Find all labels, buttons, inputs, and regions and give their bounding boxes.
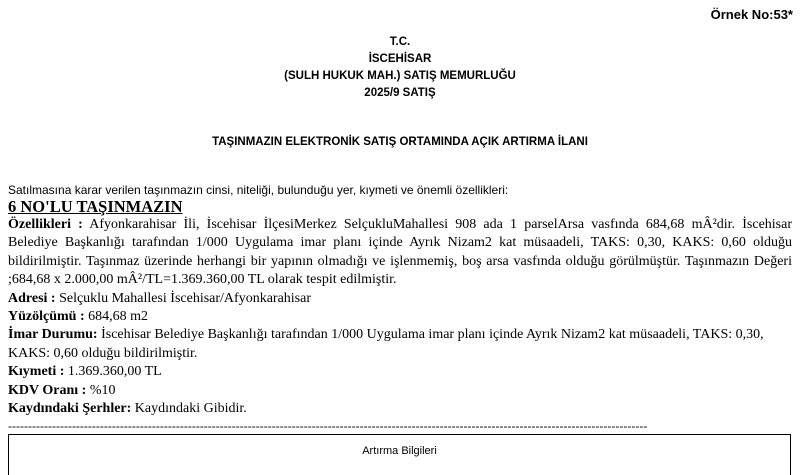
value-amount: 1.369.360,00 TL [64, 364, 162, 380]
property-details [8, 197, 792, 418]
ornek-number: Örnek No:53* [710, 7, 793, 22]
document-header [0, 34, 800, 102]
features-value: Afyonkarahisar İli, İscehisar İlçesiMerkez SelçukluMahallesi 908 ada 1 parselArsa vasfında 684,68 mÂ²dir. İscehisar Belediye Başkanlığı tarafından 1/000 Uygulama imar planı içinde Ayrık Nizam2 kat müsaadeli, TAKS: 0,30, KAKS: 0,60 olduğu bildirilmiştir. Taşınmaz üzerinde herhangi bir yapının olmadığı ve işlenmemiş, boş arsa vasfında olduğu görülmüştür. Taşınmazın Değeri ;684,68 x 2.000,00 mÂ²/TL=1.369.360,00 TL olarak tespit edilmiştir. [8, 217, 792, 288]
zoning-label: İmar Durumu: [8, 327, 98, 343]
value-label: Kıymeti : [8, 364, 65, 380]
header-line-office: (SULH HUKUK MAH.) SATIŞ MEMURLUĞU [284, 70, 516, 82]
property-area [8, 308, 792, 326]
separator-line: ---------------------------------------------------------------------------------------------------------------------------------------------------------------- [8, 419, 648, 433]
property-annotations [8, 400, 792, 418]
announcement-title: TAŞINMAZIN ELEKTRONİK SATIŞ ORTAMINDA AÇIK ARTIRMA İLANI [212, 136, 588, 148]
header-line-tc: T.C. [389, 36, 411, 48]
auction-info-box [8, 434, 791, 475]
area-value: 684,68 m2 [84, 309, 149, 325]
property-value [8, 363, 792, 381]
annotations-value: Kaydındaki Gibidir. [131, 401, 247, 417]
property-address [8, 290, 792, 308]
features-label: Özellikleri : [8, 217, 83, 232]
property-zoning [8, 326, 792, 363]
property-title: 6 NO'LU TAŞINMAZIN [8, 197, 183, 216]
header-line-case: 2025/9 SATIŞ [364, 87, 436, 99]
vat-label: KDV Oranı : [8, 382, 87, 398]
address-label: Adresi : [8, 290, 56, 306]
property-vat [8, 382, 792, 400]
vat-value: %10 [86, 382, 116, 398]
intro-text: Satılmasına karar verilen taşınmazın cinsi, niteliği, bulunduğu yer, kıymeti ve önemli özellikleri: [8, 183, 509, 197]
annotations-label: Kaydındaki Şerhler: [8, 401, 132, 417]
auction-info-title: Artırma Bilgileri [362, 445, 437, 457]
address-value: Selçuklu Mahallesi İscehisar/Afyonkarahisar [55, 290, 311, 306]
header-line-place: İSCEHİSAR [368, 53, 432, 65]
area-label: Yüzölçümü : [8, 309, 85, 325]
zoning-value: İscehisar Belediye Başkanlığı tarafından 1/000 Uygulama imar planı içinde Ayrık Nizam2 kat müsaadeli, TAKS: 0,30, KAKS: 0,60 olduğu bildirilmiştir. [8, 327, 764, 361]
property-features [8, 216, 792, 290]
